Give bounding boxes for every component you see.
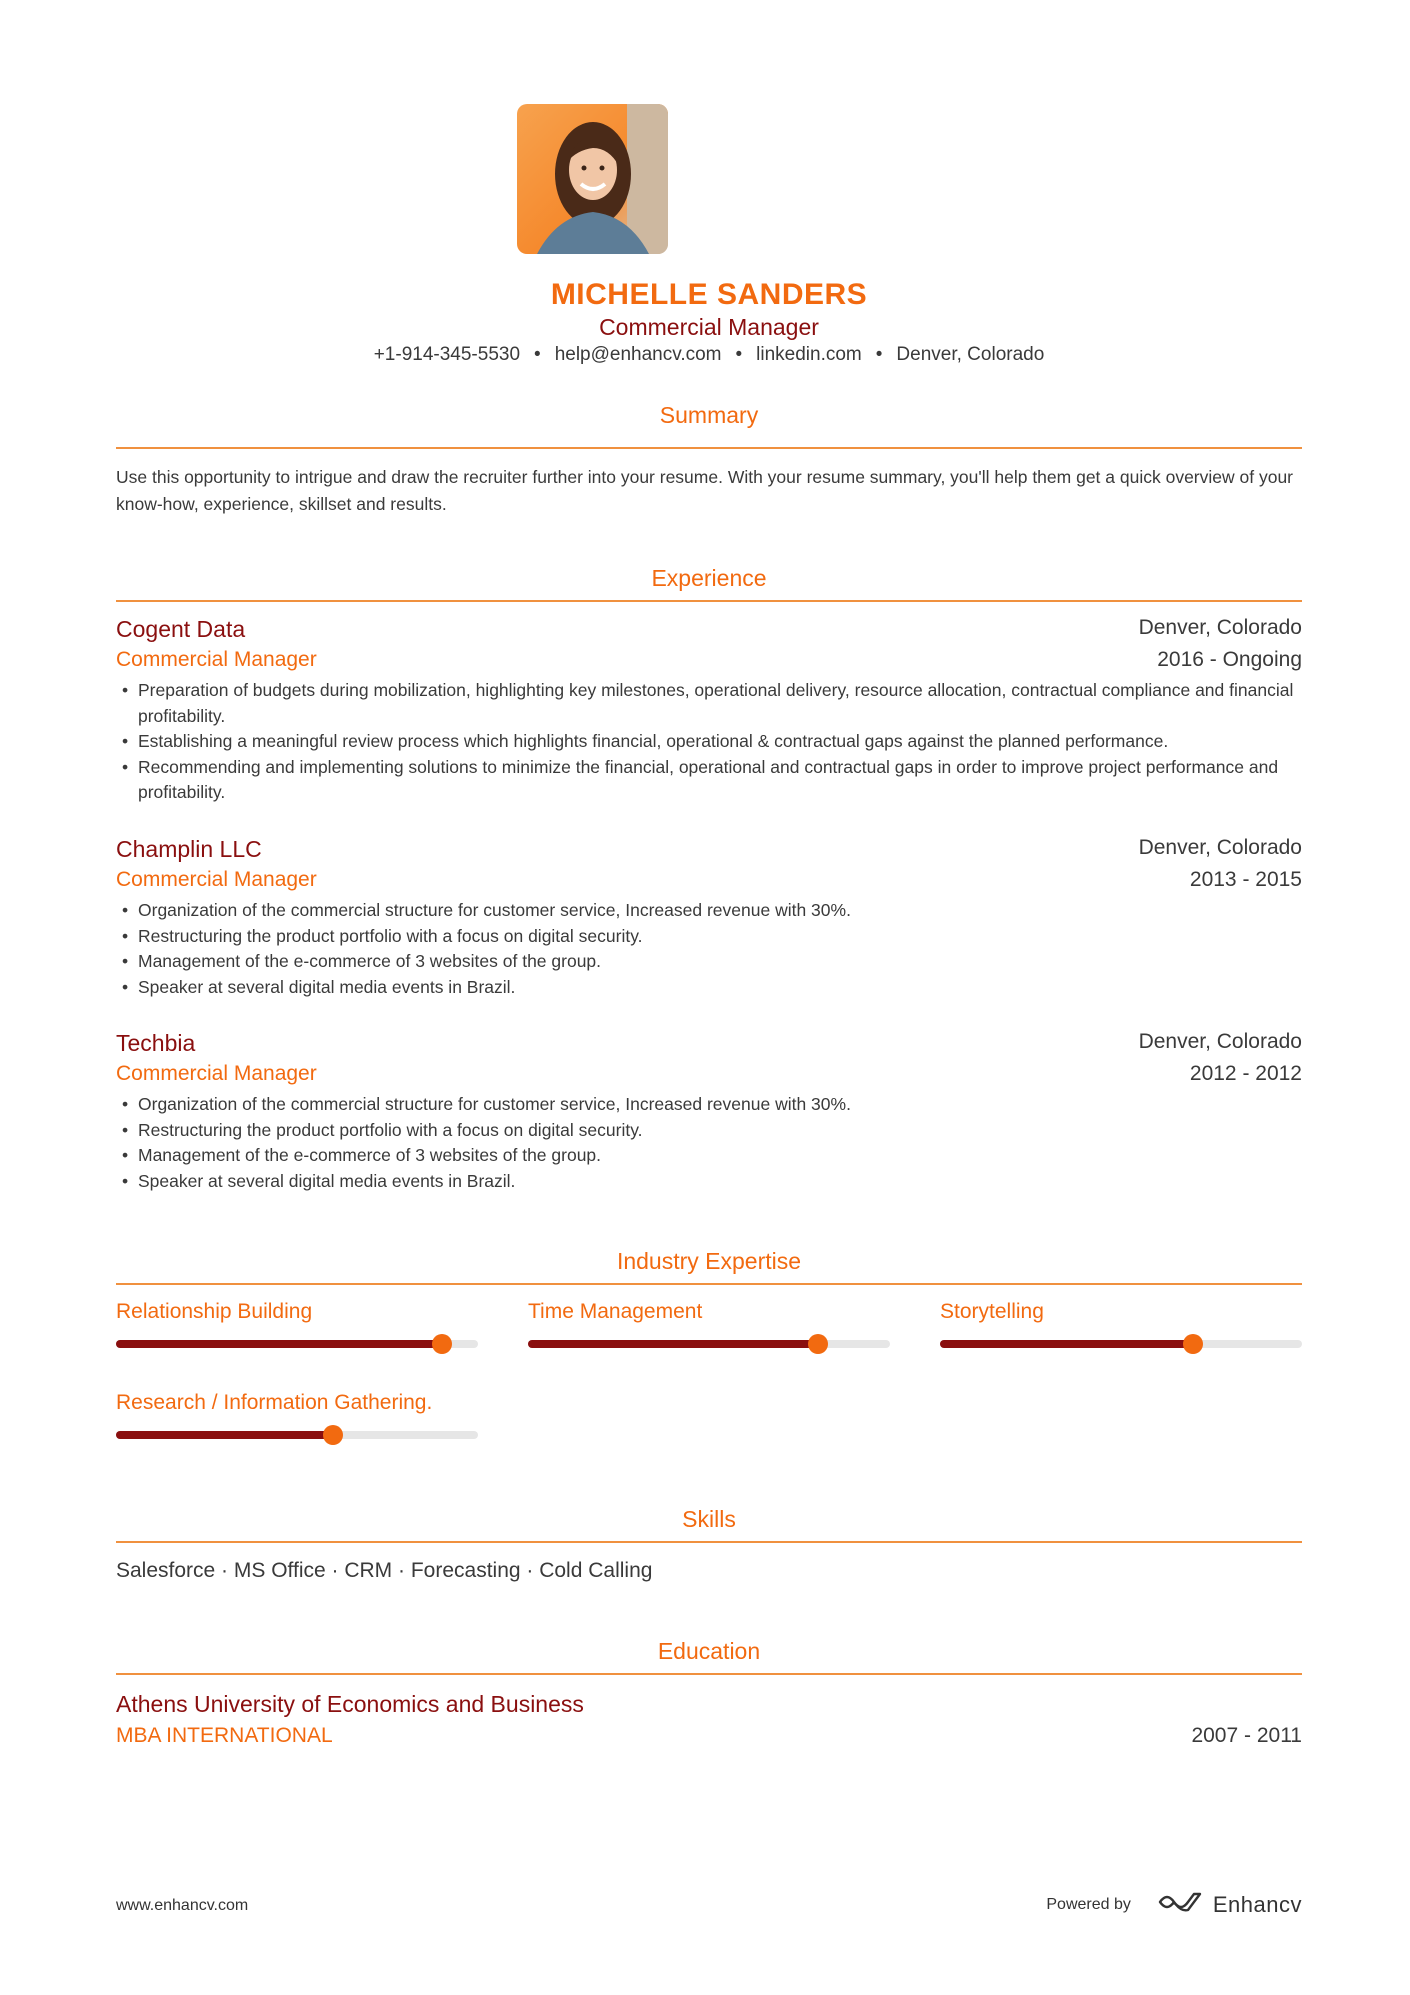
separator-dot: • xyxy=(534,344,541,365)
section-divider xyxy=(116,1541,1302,1543)
education-dates: 2007 - 2011 xyxy=(1191,1724,1302,1747)
job-bullet: • Restructuring the product portfolio with a focus on digital security. xyxy=(116,1118,1302,1144)
expertise-bar xyxy=(116,1340,478,1348)
job-bullet: • Organization of the commercial structure for customer service, Increased revenue with 30%. xyxy=(116,1092,1302,1118)
expertise-bar xyxy=(528,1340,890,1348)
summary-text: Use this opportunity to intrigue and draw the recruiter further into your resume. With your resume summary, you'll help them get a quick overview of your know-how, experience, skillset and results. xyxy=(116,467,1294,514)
education-degree: MBA INTERNATIONAL xyxy=(116,1724,333,1747)
job-bullet: • Restructuring the product portfolio with a focus on digital security. xyxy=(116,924,1302,950)
expertise-label: Relationship Building xyxy=(116,1300,313,1323)
expertise-bar-knob xyxy=(432,1334,452,1354)
job-location: Denver, Colorado xyxy=(1138,616,1302,639)
job-bullet: • Management of the e-commerce of 3 websites of the group. xyxy=(116,1143,1302,1169)
job-bullet: • Management of the e-commerce of 3 websites of the group. xyxy=(116,949,1302,975)
job-title: Commercial Manager xyxy=(116,868,317,891)
powered-by-label: Powered by xyxy=(1046,1895,1131,1913)
job-title: Commercial Manager xyxy=(116,648,317,671)
expertise-label: Time Management xyxy=(528,1300,703,1323)
section-divider xyxy=(116,1673,1302,1675)
education-heading: Education xyxy=(657,1638,761,1664)
job-title: Commercial Manager xyxy=(116,1062,317,1085)
job-location: Denver, Colorado xyxy=(1138,836,1302,859)
expertise-bar-knob xyxy=(323,1425,343,1445)
job-company: Cogent Data xyxy=(116,616,246,642)
expertise-bar-fill xyxy=(940,1340,1193,1348)
phone[interactable]: +1-914-345-5530 xyxy=(373,344,521,365)
expertise-label: Research / Information Gathering. xyxy=(116,1391,433,1414)
candidate-name: MICHELLE SANDERS xyxy=(550,278,868,311)
expertise-bar xyxy=(116,1431,478,1439)
job-company: Champlin LLC xyxy=(116,836,262,862)
job-dates: 2016 - Ongoing xyxy=(1157,648,1302,671)
expertise-bar xyxy=(940,1340,1302,1348)
expertise-bar-knob xyxy=(1183,1334,1203,1354)
section-divider xyxy=(116,1283,1302,1285)
separator-dot: • xyxy=(735,344,743,365)
section-divider xyxy=(116,447,1302,449)
location: Denver, Colorado xyxy=(896,344,1045,365)
expertise-bar-fill xyxy=(528,1340,818,1348)
expertise-bar-fill xyxy=(116,1340,442,1348)
email[interactable]: help@enhancv.com xyxy=(554,344,722,365)
skills-heading: Skills xyxy=(682,1506,736,1532)
candidate-role: Commercial Manager xyxy=(599,314,819,340)
job-bullets xyxy=(116,678,1302,806)
contact-line xyxy=(116,344,1302,366)
job-location: Denver, Colorado xyxy=(1138,1030,1302,1053)
footer-website[interactable]: www.enhancv.com xyxy=(116,1897,249,1914)
job-bullet: • Establishing a meaningful review process which highlights financial, operational & contractual gaps against the planned performance. xyxy=(116,729,1302,755)
section-divider xyxy=(116,600,1302,602)
expertise-bar-fill xyxy=(116,1431,333,1439)
job-bullet: • Organization of the commercial structure for customer service, Increased revenue with 30%. xyxy=(116,898,1302,924)
job-bullet: • Speaker at several digital media events in Brazil. xyxy=(116,1169,1302,1195)
job-dates: 2012 - 2012 xyxy=(1189,1062,1302,1085)
expertise-label: Storytelling xyxy=(940,1300,1044,1323)
expertise-heading: Industry Expertise xyxy=(616,1248,802,1274)
experience-heading: Experience xyxy=(651,565,767,591)
job-bullets xyxy=(116,898,1302,1000)
job-bullet: • Recommending and implementing solutions to minimize the financial, operational and contractual gaps in order to improve project performance and profitability. xyxy=(116,755,1302,806)
job-dates: 2013 - 2015 xyxy=(1189,868,1302,891)
footer-powered-by xyxy=(1046,1890,1302,1919)
skills-list: Salesforce · MS Office · CRM · Forecasting · Cold Calling xyxy=(116,1559,653,1582)
education-school: Athens University of Economics and Business xyxy=(116,1691,584,1717)
expertise-bar-knob xyxy=(808,1334,828,1354)
profile-photo xyxy=(517,104,668,254)
job-bullet: • Speaker at several digital media events in Brazil. xyxy=(116,975,1302,1001)
brand-name: Enhancv xyxy=(1212,1891,1302,1917)
linkedin[interactable]: linkedin.com xyxy=(756,344,862,365)
job-company: Techbia xyxy=(116,1030,196,1056)
separator-dot: • xyxy=(875,344,883,365)
summary-heading: Summary xyxy=(659,402,759,428)
job-bullets xyxy=(116,1092,1302,1194)
enhancv-logo-icon xyxy=(1157,1890,1203,1919)
job-bullet: • Preparation of budgets during mobilization, highlighting key milestones, operational delivery, resource allocation, contractual compliance and financial profitability. xyxy=(116,678,1302,729)
